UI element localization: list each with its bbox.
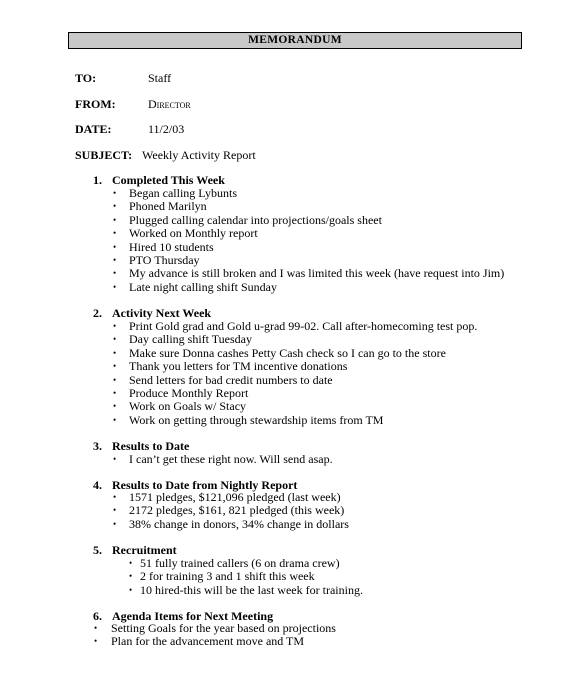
from-label: FROM: [75,97,116,111]
bullet-icon: • [113,188,117,198]
bullet-icon: • [113,454,117,464]
bullet-icon: • [113,347,117,358]
bullet-icon: • [113,387,117,398]
section-title: Completed This Week [112,173,225,187]
to-label: TO: [75,71,97,85]
memo-title: MEMORANDUM [68,32,522,49]
bullet-icon: • [113,254,117,265]
bullet-icon: • [113,281,117,292]
section-number: 1. [93,173,102,187]
subject-label: SUBJECT: [75,148,133,162]
section-number: 3. [93,439,102,453]
bullet-icon: • [113,414,117,425]
date-value: 11/2/03 [148,122,185,136]
bullet-icon: • [113,518,117,529]
memo-page: MEMORANDUM TO: Staff FROM: Director DATE: 11/2/03 SUBJECT: Weekly Activity Report 1. Completed This Week • Began calling Lybunts • Phoned Marilyn • Plugged calling calendar into projections/goals sheet • Worked on Monthly report • Hired 10 students • PTO Thursday • My advance is still broken and I was limited this week (have request into Jim) • Late night calling shift Sunday 2. Activity Next Week • Print Gold grad and Gold u-grad 99-02. Call after-homecoming test pop. • Day calling shift Tuesday • Make sure Donna cashes Petty Cash check so I can go to the store • Thank you letters for TM incentive donations • Send letters for bad credit numbers to date • Produce Monthly Report • Work on Goals w/ Stacy • Work on getting through stewardship items from TM 3. Results to Date • I can’t get these right now. Will send asap. 4. Results to Date from Nightly Report • 1571 pledges, $121,096 pledged (last week) • 2172 pledges, $161, 821 pledged (this week) • 38% change in donors, 34% change in dollars 5. Recruitment • 51 fully trained callers (6 on drama crew) • 2 for training 3 and 1 shift this week • 10 hired-this will be the last week for training. 6. Agenda Items for Next Meeting • Setting Goals for the year based on projections • Plan for the advancement move and TM [0,0,585,680]
bullet-icon: • [113,321,117,331]
bullet-icon: • [113,492,117,502]
bullet-icon: • [113,334,117,345]
bullet-icon: • [113,361,117,372]
to-value: Staff [148,71,172,85]
date-label: DATE: [75,122,112,136]
bullet-icon: • [113,201,117,212]
section-title: Results to Date [112,439,190,453]
section-title: Recruitment [112,543,177,557]
bullet-icon: • [113,214,117,225]
section-number: 5. [93,543,102,557]
bullet-icon: • [113,374,117,385]
from-value: Director [148,97,191,111]
section-title: Agenda Items for Next Meeting [112,609,274,623]
section-title: Activity Next Week [112,306,212,320]
bullet-icon: • [113,268,117,279]
bullet-icon: • [113,505,117,516]
bullet-icon: • [94,636,98,647]
bullet-icon: • [94,623,98,633]
subject-value: Weekly Activity Report [142,148,256,162]
bullet-icon: • [129,558,133,568]
section-number: 2. [93,306,102,320]
bullet-icon: • [113,241,117,252]
bullet-icon: • [113,228,117,239]
bullet-icon: • [129,571,133,582]
section-number: 4. [93,478,102,492]
section-number: 6. [93,609,102,623]
bullet-icon: • [113,401,117,412]
bullet-icon: • [129,584,133,595]
section-title: Results to Date from Nightly Report [112,478,298,492]
